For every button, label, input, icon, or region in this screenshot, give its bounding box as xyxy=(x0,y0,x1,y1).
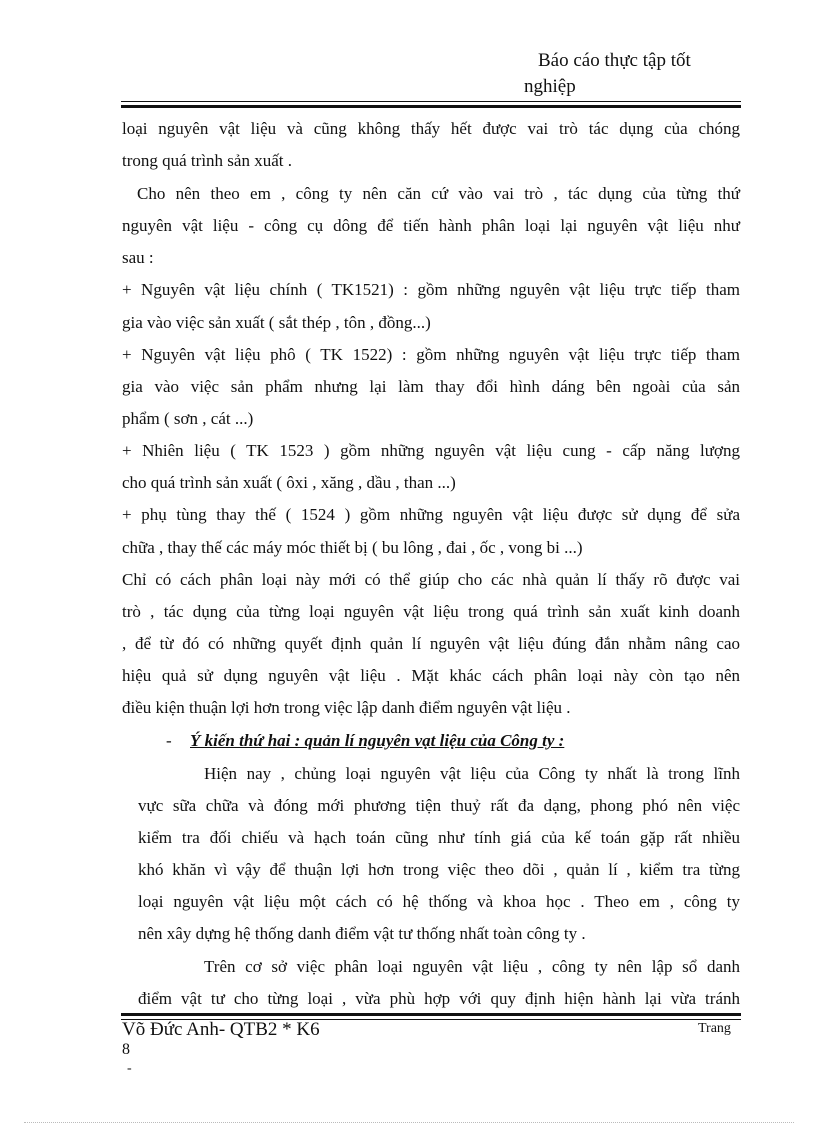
body-line: gia vào việc sản xuất ( sắt thép , tôn , đồng...) xyxy=(122,313,431,332)
body-line: kiểm tra đối chiếu và hạch toán cũng như tính giá của kế toán gặp rất nhiều xyxy=(138,828,740,847)
header-title-line1: Báo cáo thực tập tốt xyxy=(538,50,691,71)
body-line: + Nguyên vật liệu chính ( TK1521) : gồm những nguyên vật liệu trực tiếp tham xyxy=(122,280,740,299)
body-line: trong quá trình sản xuất . xyxy=(122,151,292,170)
body-line: + Nguyên vật liệu phô ( TK 1522) : gồm những nguyên vật liệu trực tiếp tham xyxy=(122,345,740,364)
section-heading xyxy=(166,730,564,752)
body-line: nên xây dựng hệ thống danh điểm vật tư thống nhất toàn công ty . xyxy=(138,924,586,943)
body-line: Chỉ có cách phân loại này mới có thể giúp cho các nhà quản lí thấy rõ được vai xyxy=(122,570,740,589)
body-line: cho quá trình sản xuất ( ôxi , xăng , dầu , than ...) xyxy=(122,473,456,492)
footer-dash: - xyxy=(127,1061,132,1076)
header-rule-thick xyxy=(121,105,741,108)
header-title xyxy=(524,48,744,100)
body-line: sau : xyxy=(122,248,154,267)
body-line: khó khăn vì vậy để thuận lợi hơn trong việc theo dõi , quản lí , kiểm tra từng xyxy=(138,860,740,879)
body-line: Trên cơ sở việc phân loại nguyên vật liệu , công ty nên lập sổ danh xyxy=(204,957,740,976)
body-line: + Nhiên liệu ( TK 1523 ) gồm những nguyên vật liệu cung - cấp năng lượng xyxy=(122,441,740,460)
heading-bullet: - xyxy=(166,731,172,750)
header-rule-thin xyxy=(121,101,741,102)
body-line: phẩm ( sơn , cát ...) xyxy=(122,409,254,428)
body-line: nguyên vật liệu - công cụ dông để tiến hành phân loại lại nguyên vật liệu như xyxy=(122,216,740,235)
body-line: gia vào việc sản phẩm nhưng lại làm thay đổi hình dáng bên ngoài của sản xyxy=(122,377,740,396)
footer-page-label: Trang xyxy=(698,1021,731,1036)
footer-page-number: 8 xyxy=(122,1041,130,1058)
body-line: loại nguyên vật liệu một cách có hệ thống và khoa học . Theo em , công ty xyxy=(138,892,740,911)
body-line: điều kiện thuận lợi hơn trong việc lập danh điểm nguyên vật liệu . xyxy=(122,698,571,717)
body-line: trò , tác dụng của từng loại nguyên vật liệu trong quá trình sản xuất kinh doanh xyxy=(122,602,740,621)
footer-rule-thick xyxy=(121,1013,741,1016)
body-line: + phụ tùng thay thế ( 1524 ) gồm những nguyên vật liệu được sử dụng để sửa xyxy=(122,505,740,524)
body-line: điểm vật tư cho từng loại , vừa phù hợp với quy định hiện hành lại vừa tránh xyxy=(138,989,740,1008)
body-line: Hiện nay , chủng loại nguyên vật liệu của Công ty nhất là trong lĩnh xyxy=(204,764,740,783)
body-line: loại nguyên vật liệu và cũng không thấy hết được vai trò tác dụng của chóng xyxy=(122,119,740,138)
footer-author: Võ Đức Anh- QTB2 * K6 xyxy=(122,1019,320,1040)
header-title-line2: nghiệp xyxy=(524,76,576,97)
body-line: hiệu quả sử dụng nguyên vật liệu . Mặt khác cách phân loại này còn tạo nên xyxy=(122,666,740,685)
heading-text: Ý kiến thứ hai : quản lí nguyên vạt liệu của Công ty : xyxy=(190,731,565,750)
body-line: chữa , thay thế các máy móc thiết bị ( bu lông , đai , ốc , vong bi ...) xyxy=(122,538,583,557)
body-line: , để từ đó có những quyết định quản lí nguyên vật liệu đúng đắn nhằm nâng cao xyxy=(122,634,740,653)
body-line: vực sữa chữa và đóng mới phương tiện thuỷ rất đa dạng, phong phó nên việc xyxy=(138,796,740,815)
body-line: Cho nên theo em , công ty nên căn cứ vào vai trò , tác dụng của từng thứ xyxy=(137,184,740,203)
